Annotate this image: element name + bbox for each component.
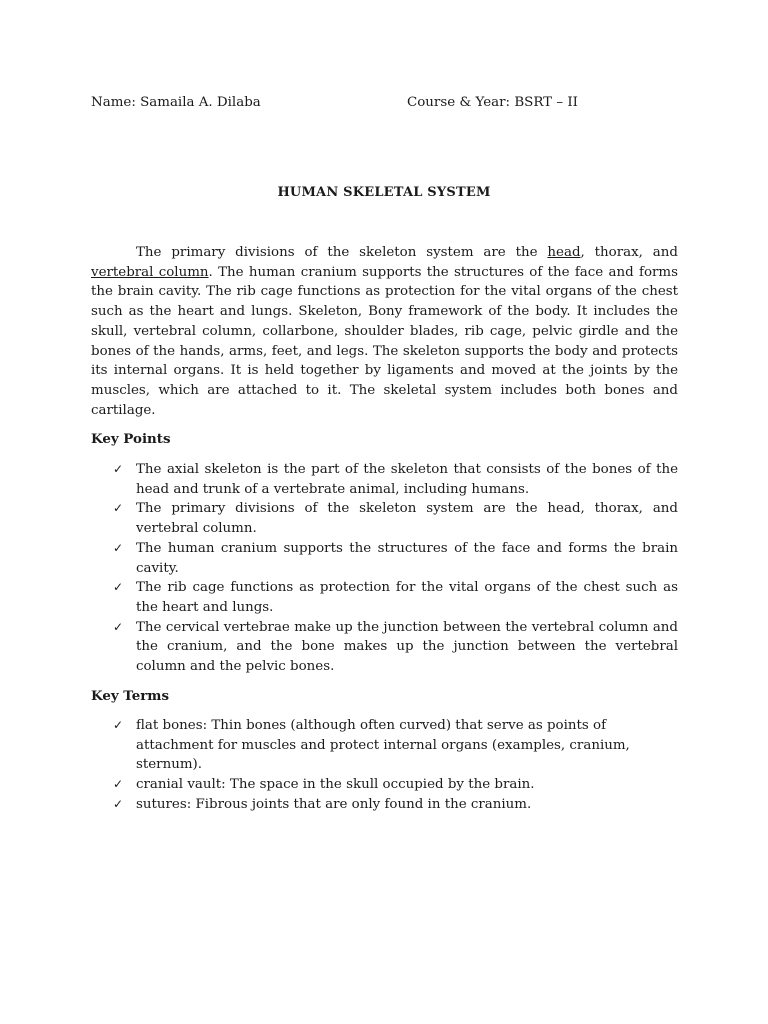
key-terms-list: [113, 716, 678, 815]
intro-text-3: . The human cranium supports the structures of the face and forms the brain cavity. The rib cage functions as protection for the vital organs of the chest such as the heart and lungs. Skeleton, Bony framework of the body. It includes the skull, vertebral column, collarbone, shoulder blades, rib cage, pelvic girdle and the bones of the hands, arms, feet, and legs. The skeleton supports the body and protects its internal organs. It is held together by ligaments and moved at the joints by the muscles, which are attached to it. The skeletal system includes both bones and cartilage.: [91, 264, 678, 418]
list-item-text: The cervical vertebrae make up the junction between the vertebral column and the cranium, and the bone makes up the junction between the vertebral column and the pelvic bones.: [136, 619, 678, 675]
checkmark-icon: ✓: [113, 796, 124, 811]
intro-paragraph: [91, 243, 678, 420]
key-points-list: [113, 460, 678, 677]
list-item: [113, 460, 678, 499]
list-item: [113, 578, 678, 617]
checkmark-icon: ✓: [113, 580, 124, 595]
list-item-text: The rib cage functions as protection for the vital organs of the chest such as the heart and lungs.: [136, 580, 678, 615]
checkmark-icon: ✓: [113, 718, 124, 732]
list-item-text: flat bones: Thin bones (although often curved) that serve as points of attachment for muscles and protect internal organs (examples, cranium, sternum).: [136, 718, 630, 773]
list-item-text: cranial vault: The space in the skull occupied by the brain.: [136, 777, 535, 793]
header-line: [91, 93, 677, 113]
list-item: [113, 539, 678, 578]
list-item: [113, 618, 678, 677]
list-item: [113, 716, 678, 775]
list-item: [113, 775, 678, 795]
checkmark-icon: ✓: [113, 462, 124, 476]
checkmark-icon: ✓: [113, 501, 124, 516]
list-item: [113, 499, 678, 538]
checkmark-icon: ✓: [113, 619, 124, 634]
checkmark-icon: ✓: [113, 540, 124, 555]
list-item-text: The axial skeleton is the part of the skeleton that consists of the bones of the head and trunk of a vertebrate animal, including humans.: [136, 462, 678, 497]
key-points-heading: Key Points: [91, 431, 171, 447]
list-item-text: sutures: Fibrous joints that are only found in the cranium.: [136, 796, 532, 812]
intro-text-2: , thorax, and: [580, 245, 678, 260]
list-item-text: The primary divisions of the skeleton system are the head, thorax, and vertebral column.: [136, 501, 678, 537]
student-name: Name: Samaila A. Dilaba: [91, 95, 261, 110]
document-title: HUMAN SKELETAL SYSTEM: [277, 185, 491, 200]
checkmark-icon: ✓: [113, 777, 124, 792]
list-item: [113, 795, 678, 815]
list-item-text: The human cranium supports the structures of the face and forms the brain cavity.: [136, 540, 678, 576]
intro-underlined-head: head: [547, 245, 581, 260]
key-terms-heading: Key Terms: [91, 688, 170, 704]
intro-text-1: The primary divisions of the skeleton system are the: [136, 245, 548, 260]
course-year: Course & Year: BSRT – II: [407, 95, 578, 110]
intro-underlined-vertebral-column: vertebral column: [91, 264, 209, 280]
